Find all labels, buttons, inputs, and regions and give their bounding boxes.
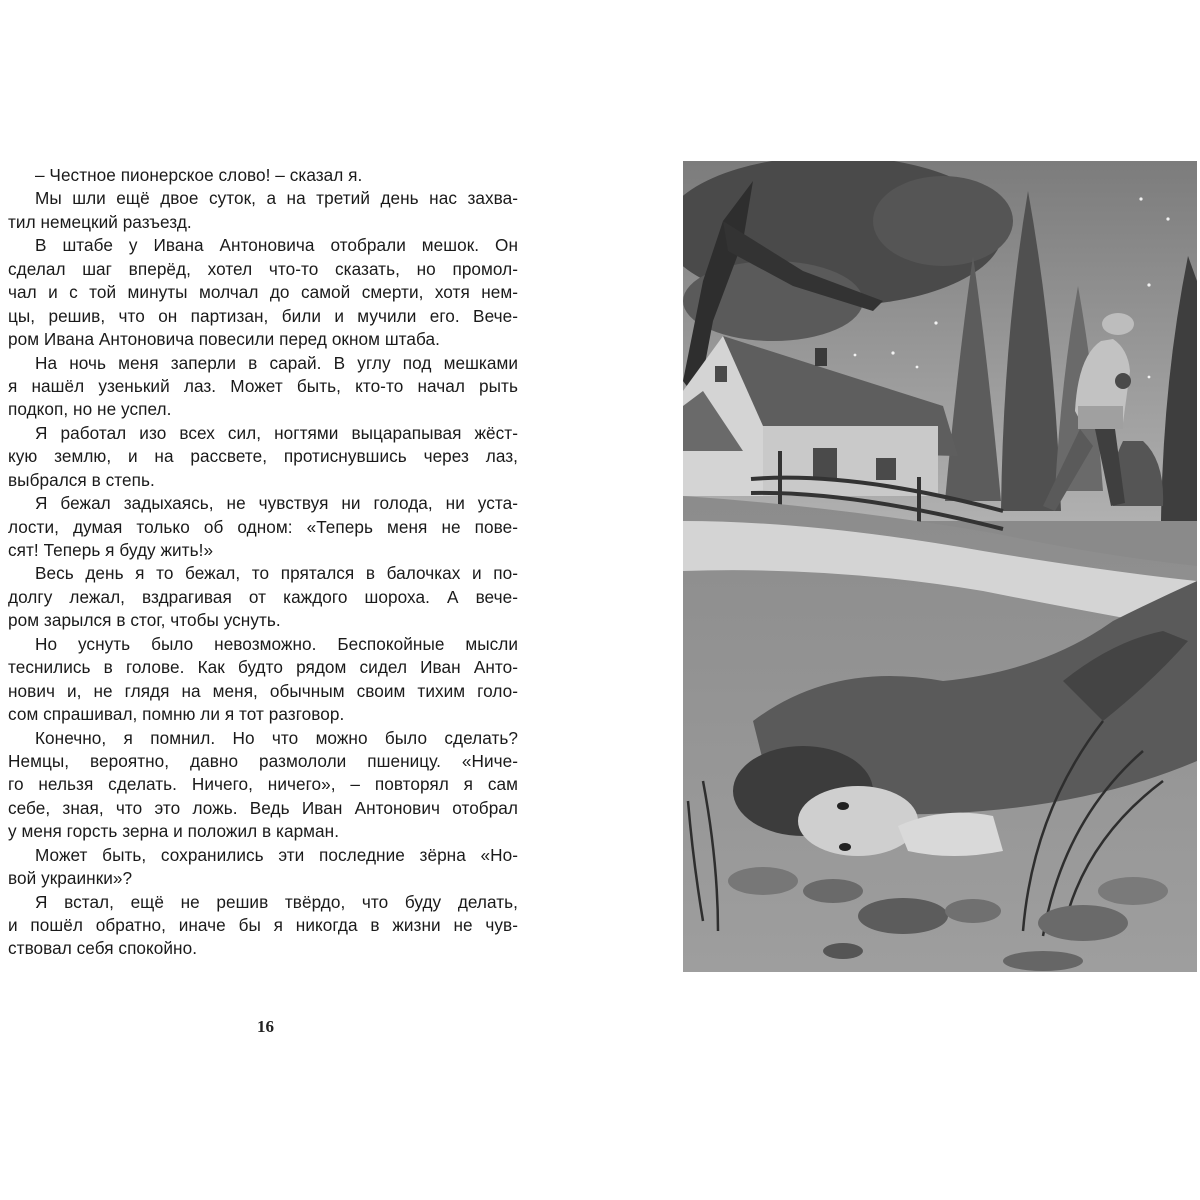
text-line: – Честное пионерское слово! – сказал я. [35, 165, 363, 185]
text-line: сом спрашивал, помню ли я тот разговор. [8, 704, 345, 725]
text-line: Немцы, вероятно, давно размололи пшеницу. «Ниче- [8, 750, 518, 771]
illustration-drawing [683, 161, 1197, 972]
text-line: ствовал себя спокойно. [8, 938, 198, 959]
book-illustration [683, 161, 1197, 972]
text-line: Весь день я то бежал, то прятался в балочках и по- [35, 563, 518, 584]
text-line: Я работал изо всех сил, ногтями выцарапывая жёст- [35, 422, 518, 443]
text-line: цы, решив, что он партизан, били и мучили его. Вече- [8, 305, 518, 326]
page-number: 16 [257, 1017, 274, 1036]
text-line: себе, зная, что это ложь. Ведь Иван Антонович отобрал [8, 797, 518, 818]
text-line: тил немецкий разъезд. [8, 211, 192, 232]
text-line: долгу лежал, вздрагивая от каждого шороха. А вече- [8, 586, 518, 607]
text-line: лости, думая только об одном: «Теперь меня не пове- [8, 516, 518, 537]
text-line: выбрался в степь. [8, 469, 155, 490]
text-line: сят! Теперь я буду жить!» [8, 540, 214, 560]
text-line: Мы шли ещё двое суток, а на третий день нас захва- [35, 188, 518, 209]
text-line: нович и, не глядя на меня, обычным своим тихим голо- [8, 680, 518, 701]
text-line: ром зарылся в стог, чтобы уснуть. [8, 610, 281, 631]
text-line: и пошёл обратно, иначе бы я никогда в жизни не чув- [8, 915, 518, 935]
text-line: чал и с той минуты молчал до самой смерти, хотя нем- [8, 282, 518, 303]
text-line: В штабе у Ивана Антоновича отобрали мешок. Он [35, 235, 518, 256]
text-line: Но уснуть было невозможно. Беспокойные мысли [35, 633, 518, 654]
text-line: теснились в голове. Как будто рядом сидел Иван Анто- [8, 657, 518, 678]
text-line: я нашёл узенький лаз. Может быть, кто-то начал рыть [8, 375, 518, 396]
text-line: Я бежал задыхаясь, не чувствуя ни голода, ни уста- [35, 493, 518, 514]
text-line: сделал шаг вперёд, хотел что-то сказать, но промол- [8, 258, 518, 279]
page-text [8, 164, 518, 961]
text-line: Может быть, сохранились эти последние зёрна «Но- [35, 844, 518, 865]
text-line: вой украинки»? [8, 868, 133, 889]
text-line: подкоп, но не успел. [8, 399, 172, 420]
text-line: у меня горсть зерна и положил в карман. [8, 821, 340, 842]
text-line: На ночь меня заперли в сарай. В углу под мешками [35, 352, 518, 373]
text-line: ром Ивана Антоновича повесили перед окном штаба. [8, 329, 440, 350]
text-line: Я встал, ещё не решив твёрдо, что буду делать, [35, 891, 518, 912]
text-line: го нельзя сделать. Ничего, ничего», – повторял я сам [8, 774, 518, 795]
text-line: Конечно, я помнил. Но что можно было сделать? [35, 727, 518, 748]
text-line: кую землю, и на рассвете, протиснувшись через лаз, [8, 446, 518, 467]
